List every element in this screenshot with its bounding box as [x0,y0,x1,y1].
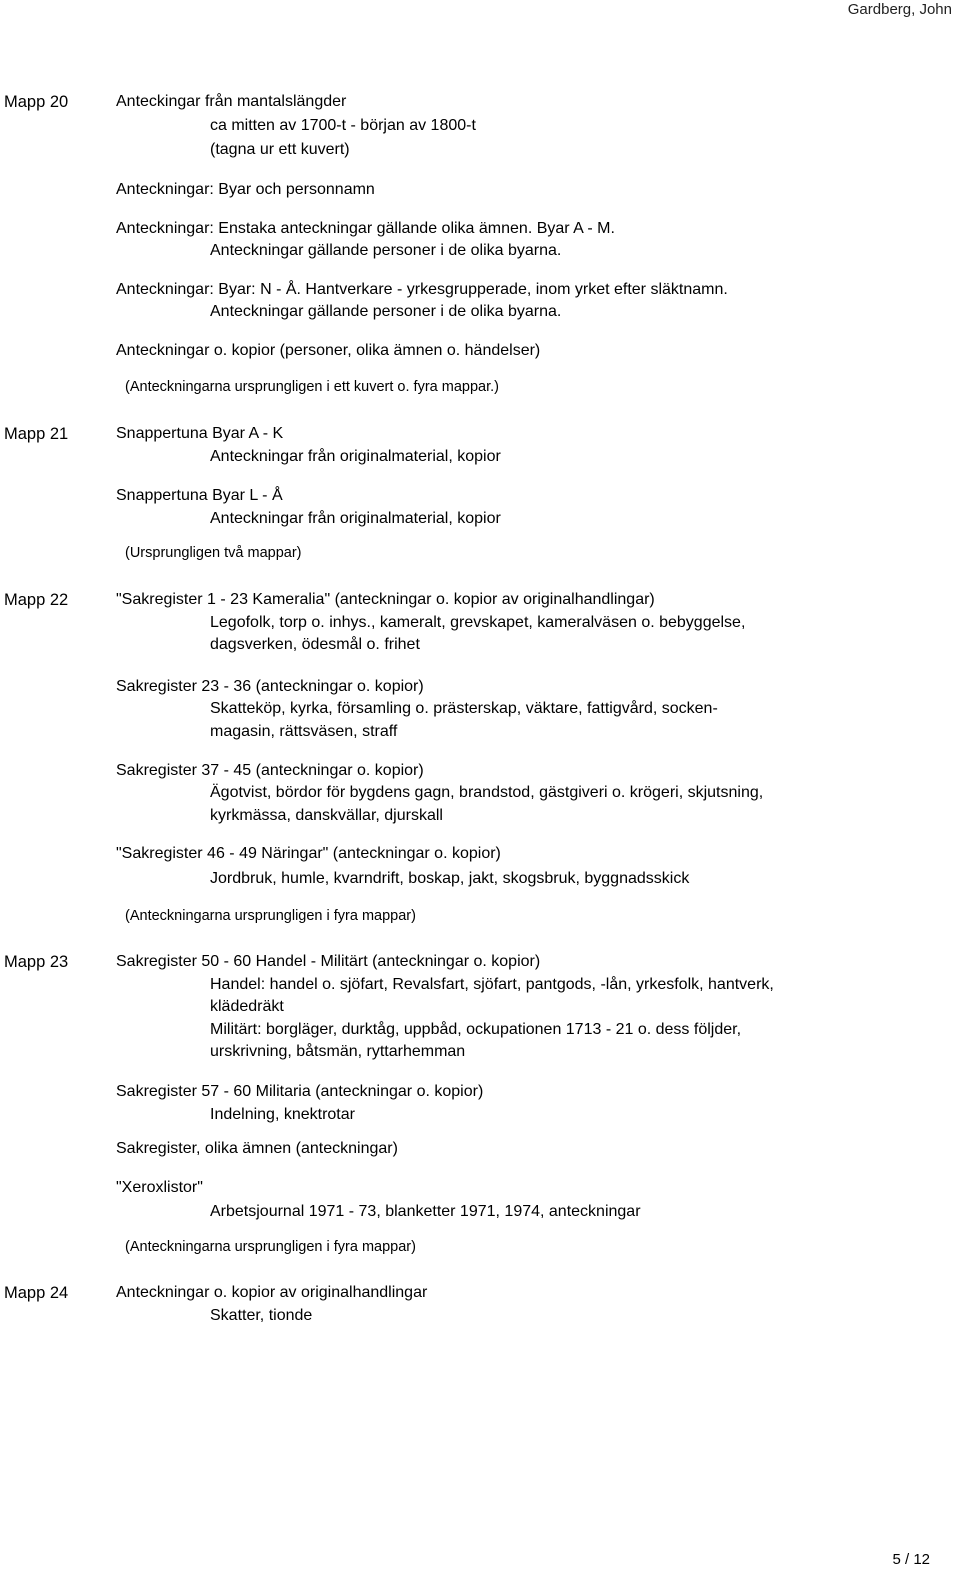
entry-line: Indelning, knektrotar [210,1106,355,1123]
entry-line: Sakregister 57 - 60 Militaria (anteckningar o. kopior) [116,1083,484,1100]
mapp-label: Mapp 22 [4,591,69,609]
entry-line: Sakregister 37 - 45 (anteckningar o. kopior) [116,762,424,779]
entry-line: Anteckningar från originalmaterial, kopior [210,448,501,465]
page-header-author: Gardberg, John [847,1,952,18]
entry-line: Sakregister 23 - 36 (anteckningar o. kopior) [116,678,424,695]
entry-line: Legofolk, torp o. inhys., kameralt, grevskapet, kameralväsen o. bebyggelse, [210,614,746,631]
entry-line: urskrivning, båtsmän, ryttarhemman [210,1043,466,1060]
entry-line: Anteckningar: Byar och personnamn [116,181,375,198]
entry-line: Snappertuna Byar L - Å [116,487,283,504]
entry-line: Anteckningar gällande personer i de olika byarna. [210,242,562,259]
entry-line: Arbetsjournal 1971 - 73, blanketter 1971, 1974, anteckningar [210,1203,641,1220]
origin-note: (Anteckningarna ursprungligen i ett kuvert o. fyra mappar.) [125,379,499,395]
entry-line: Sakregister, olika ämnen (anteckningar) [116,1140,398,1157]
entry-line: Skatter, tionde [210,1307,313,1324]
entry-line: kyrkmässa, danskvällar, djurskall [210,807,443,824]
entry-line: magasin, rättsväsen, straff [210,723,398,740]
mapp-label: Mapp 21 [4,425,69,443]
entry-line: (tagna ur ett kuvert) [210,141,350,158]
origin-note: (Anteckningarna ursprungligen i fyra mappar) [125,1239,416,1255]
entry-line: Handel: handel o. sjöfart, Revalsfart, sjöfart, pantgods, -lån, yrkesfolk, hantverk, [210,976,774,993]
entry-line: Anteckningar gällande personer i de olika byarna. [210,303,562,320]
entry-line: "Xeroxlistor" [116,1179,203,1196]
entry-line: Anteckningar från originalmaterial, kopior [210,510,501,527]
page-number: 5 / 12 [892,1551,930,1568]
origin-note: (Anteckningarna ursprungligen i fyra mappar) [125,908,416,924]
entry-line: Jordbruk, humle, kvarndrift, boskap, jakt, skogsbruk, byggnadsskick [210,870,690,887]
entry-line: "Sakregister 46 - 49 Näringar" (anteckningar o. kopior) [116,845,501,862]
entry-line: Ägotvist, bördor för bygdens gagn, brandstod, gästgiveri o. krögeri, skjutsning, [210,784,764,801]
entry-line: klädedräkt [210,998,284,1015]
mapp-label: Mapp 24 [4,1284,69,1302]
origin-note: (Ursprungligen två mappar) [125,545,302,561]
entry-line: Militärt: borgläger, durktåg, uppbåd, ockupationen 1713 - 21 o. dess följder, [210,1021,742,1038]
entry-line: "Sakregister 1 - 23 Kameralia" (anteckningar o. kopior av originalhandlingar) [116,591,655,608]
entry-line: Sakregister 50 - 60 Handel - Militärt (anteckningar o. kopior) [116,953,541,970]
entry-line: Anteckingar från mantalslängder [116,93,347,110]
entry-line: ca mitten av 1700-t - början av 1800-t [210,117,476,134]
entry-line: Anteckningar: Byar: N - Å. Hantverkare - yrkesgrupperade, inom yrket efter släktnamn. [116,281,728,298]
entry-line: Skatteköp, kyrka, församling o. prästerskap, väktare, fattigvård, socken- [210,700,718,717]
entry-line: Snappertuna Byar A - K [116,425,284,442]
entry-line: Anteckningar o. kopior (personer, olika ämnen o. händelser) [116,342,541,359]
entry-line: Anteckningar o. kopior av originalhandlingar [116,1284,428,1301]
entry-line: Anteckningar: Enstaka anteckningar gällande olika ämnen. Byar A - M. [116,220,615,237]
mapp-label: Mapp 23 [4,953,69,971]
mapp-label: Mapp 20 [4,93,69,111]
entry-line: dagsverken, ödesmål o. frihet [210,636,420,653]
